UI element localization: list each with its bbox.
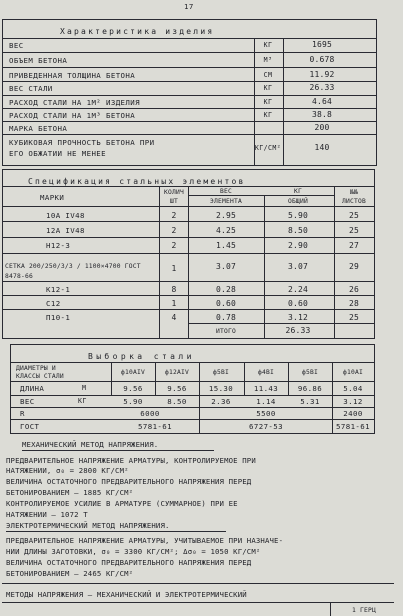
selection-weight-value: 8.50 xyxy=(167,397,187,406)
notes-line: НАТЯЖЕНИИ, σ₀ = 2800 КГ/СМ² xyxy=(6,466,129,475)
spec-header-qty: КОЛИЧ xyxy=(164,189,184,196)
selection-gost-value: 6727-53 xyxy=(249,422,283,431)
spec-row-total: 2.90 xyxy=(287,241,309,250)
selection-title: Выборка стали xyxy=(88,352,195,361)
spec-row-element: 1.45 xyxy=(215,241,237,250)
char-unit-thickness: СМ xyxy=(263,71,273,79)
selection-col-header: ф4ВI xyxy=(258,369,274,376)
spec-header-weight-unit: КГ xyxy=(294,188,302,195)
selection-gost-label: ГОСТ xyxy=(20,422,40,431)
notes-line: КОНТРОЛИРУЕМОЕ УСИЛИЕ В АРМАТУРЕ (СУММАРНОЕ) ПРИ ЕЕ xyxy=(6,499,238,508)
selection-col-header: ф12АIV xyxy=(165,369,189,376)
char-label-strength-1: КУБИКОВАЯ ПРОЧНОСТЬ БЕТОНА ПРИ xyxy=(9,138,155,147)
char-label-concrete-grade: МАРКА БЕТОНА xyxy=(9,124,68,133)
spec-row-mark: К12-1 xyxy=(46,285,71,294)
spec-row-mark: 12А IV48 xyxy=(46,226,85,235)
spec-row-qty: 4 xyxy=(171,313,177,322)
spec-row-total: 2.24 xyxy=(287,285,309,294)
notes-footer: МЕТОДЫ НАПРЯЖЕНИЯ – МЕХАНИЧЕСКИЙ И ЭЛЕКТРОТЕРМИЧЕСКИЙ xyxy=(6,590,247,599)
spec-row-sheet: 26 xyxy=(348,285,360,294)
spec-header-qty-unit: ШТ xyxy=(170,198,178,205)
char-label-steel-per-m3: РАСХОД СТАЛИ НА 1М³ БЕТОНА xyxy=(9,111,136,120)
char-label-steel-weight: ВЕС СТАЛИ xyxy=(9,84,53,93)
spec-row-qty: 1 xyxy=(171,299,177,308)
spec-header-weight-element: ЭЛЕМЕНТА xyxy=(210,198,242,205)
spec-total-label: ИТОГО xyxy=(216,328,236,335)
selection-length-value: 15.30 xyxy=(208,384,234,393)
char-unit-steel-per-m2: КГ xyxy=(263,98,273,106)
specification-title: Спецификация стальных элементов xyxy=(28,177,246,186)
spec-row-mark: 10А IV48 xyxy=(46,211,85,220)
spec-row-mark: С12 xyxy=(46,299,61,308)
selection-rb-value: 6000 xyxy=(140,409,160,418)
char-value-concrete-grade: 200 xyxy=(314,123,330,132)
notes-line: БЕТОНИРОВАНИЕМ – 2465 КГ/СМ² xyxy=(6,569,134,578)
notes-line: ВЕЛИЧИНА ОСТАТОЧНОГО ПРЕДВАРИТЕЛЬНОГО НАПРЯЖЕНИЯ ПЕРЕД xyxy=(6,558,252,567)
spec-row-mark: П10-1 xyxy=(46,313,71,322)
char-unit-strength: КГ/СМ² xyxy=(254,144,282,152)
spec-row-element: 0.28 xyxy=(215,285,237,294)
selection-length-value: 96.86 xyxy=(297,384,323,393)
spec-row-element: 0.78 xyxy=(215,313,237,322)
selection-length-value: 9.56 xyxy=(123,384,143,393)
notes-line: БЕТОНИРОВАНИЕМ – 1885 КГ/СМ² xyxy=(6,488,134,497)
notes-line: НИИ ДЛИНЫ ЗАГОТОВКИ, σ₀ = 3300 КГ/СМ²; Δσ₀ = 1050 КГ/СМ² xyxy=(6,547,261,556)
selection-weight-label: ВЕС xyxy=(20,397,35,406)
char-value-steel-per-m2: 4.64 xyxy=(311,97,333,106)
char-value-thickness: 11.92 xyxy=(309,70,335,79)
char-value-weight: 1695 xyxy=(311,40,333,49)
spec-row-total: 8.50 xyxy=(287,226,309,235)
spec-header-mark: МАРКИ xyxy=(40,193,65,202)
spec-row-qty: 2 xyxy=(171,211,177,220)
page-number: 17 xyxy=(184,2,194,11)
spec-row-sheet: 27 xyxy=(348,241,360,250)
char-unit-weight: КГ xyxy=(263,41,273,49)
spec-row-total: 5.90 xyxy=(287,211,309,220)
characteristics-title: Характеристика изделия xyxy=(60,27,215,36)
selection-rb-label: R xyxy=(20,409,25,418)
char-label-concrete-volume: ОБЪЕМ БЕТОНА xyxy=(9,56,68,65)
char-label-strength-2: ЕГО ОБЖАТИИ НЕ МЕНЕЕ xyxy=(9,149,106,158)
spec-row-sheet: 28 xyxy=(348,299,360,308)
selection-weight-value: 3.12 xyxy=(343,397,363,406)
spec-row-qty: 2 xyxy=(171,226,177,235)
spec-row-element: 4.25 xyxy=(215,226,237,235)
spec-row-sheet: 29 xyxy=(348,262,360,271)
notes-line: ПРЕДВАРИТЕЛЬНОЕ НАПРЯЖЕНИЕ АРМАТУРЫ, УЧИТЫВАЕМОЕ ПРИ НАЗНАЧЕ- xyxy=(6,536,284,545)
char-unit-concrete-volume: М³ xyxy=(263,56,273,64)
char-label-weight: ВЕС xyxy=(9,41,24,50)
notes-line: НАТЯЖЕНИИ – 1072 Т xyxy=(6,510,88,519)
spec-header-weight-total: ОБЩИЙ xyxy=(288,198,308,205)
char-unit-steel-per-m3: КГ xyxy=(263,111,273,119)
spec-row-mark: Н12-3 xyxy=(46,241,71,250)
char-unit-steel-weight: КГ xyxy=(263,84,273,92)
spec-header-sheet: №№ xyxy=(350,189,358,196)
spec-row-sheet: 25 xyxy=(348,211,360,220)
notes-heading-electrothermal: ЭЛЕКТРОТЕРМИЧЕСКИЙ МЕТОД НАПРЯЖЕНИЯ. xyxy=(6,521,170,530)
selection-weight-value: 5.31 xyxy=(300,397,320,406)
selection-weight-unit: КГ xyxy=(78,397,87,405)
selection-length-value: 9.56 xyxy=(167,384,187,393)
selection-length-unit: М xyxy=(82,384,87,392)
selection-length-label: ДЛИНА xyxy=(20,384,45,393)
spec-row-sheet: 25 xyxy=(348,226,360,235)
char-value-steel-per-m3: 38.8 xyxy=(311,110,333,119)
char-label-steel-per-m2: РАСХОД СТАЛИ НА 1М² ИЗДЕЛИЯ xyxy=(9,98,140,107)
spec-row-total: 3.12 xyxy=(287,313,309,322)
selection-weight-value: 5.90 xyxy=(123,397,143,406)
spec-header-weight: ВЕС xyxy=(220,188,232,195)
selection-header-label: ДИАМЕТРЫ И xyxy=(16,365,56,372)
selection-length-value: 5.04 xyxy=(343,384,363,393)
spec-row-sheet: 25 xyxy=(348,313,360,322)
spec-row-element: 0.60 xyxy=(215,299,237,308)
notes-line: ВЕЛИЧИНА ОСТАТОЧНОГО ПРЕДВАРИТЕЛЬНОГО НАПРЯЖЕНИЯ ПЕРЕД xyxy=(6,477,252,486)
selection-col-header: ф5ВI xyxy=(302,369,318,376)
char-label-thickness: ПРИВЕДЕННАЯ ТОЛЩИНА БЕТОНА xyxy=(9,71,136,80)
spec-row-mark: СЕТКА 200/250/3/3 / 1100×4700 ГОСТ 8478-66 xyxy=(5,263,141,280)
char-value-concrete-volume: 0.678 xyxy=(309,55,335,64)
selection-gost-value: 5781-61 xyxy=(138,422,172,431)
selection-col-header: ф10АIV xyxy=(121,369,145,376)
selection-rb-value: 2400 xyxy=(343,409,363,418)
selection-weight-value: 2.36 xyxy=(211,397,231,406)
spec-row-element: 2.95 xyxy=(215,211,237,220)
selection-length-value: 11.43 xyxy=(253,384,279,393)
notes-line: ПРЕДВАРИТЕЛЬНОЕ НАПРЯЖЕНИЕ АРМАТУРЫ, КОНТРОЛИРУЕМОЕ ПРИ xyxy=(6,456,256,465)
selection-gost-value: 5781-61 xyxy=(336,422,370,431)
spec-row-qty: 2 xyxy=(171,241,177,250)
spec-total-value: 26.33 xyxy=(285,326,311,335)
spec-row-total: 3.07 xyxy=(287,262,309,271)
char-value-strength: 140 xyxy=(314,143,330,152)
selection-weight-value: 1.14 xyxy=(256,397,276,406)
selection-rb-value: 5500 xyxy=(256,409,276,418)
notes-heading-mechanical: МЕХАНИЧЕСКИЙ МЕТОД НАПРЯЖЕНИЯ. xyxy=(22,440,159,449)
spec-row-qty: 8 xyxy=(171,285,177,294)
spec-row-element: 3.07 xyxy=(215,262,237,271)
selection-header-label-2: КЛАССЫ СТАЛИ xyxy=(16,373,64,380)
selection-col-header: ф5ВI xyxy=(213,369,229,376)
spec-header-sheet-label: ЛИСТОВ xyxy=(342,198,366,205)
spec-row-total: 0.60 xyxy=(287,299,309,308)
title-block-stamp: 1 ГЕРЦ xyxy=(352,607,376,614)
char-value-steel-weight: 26.33 xyxy=(309,83,335,92)
spec-row-qty: 1 xyxy=(171,264,177,273)
selection-col-header: ф10АI xyxy=(343,369,363,376)
